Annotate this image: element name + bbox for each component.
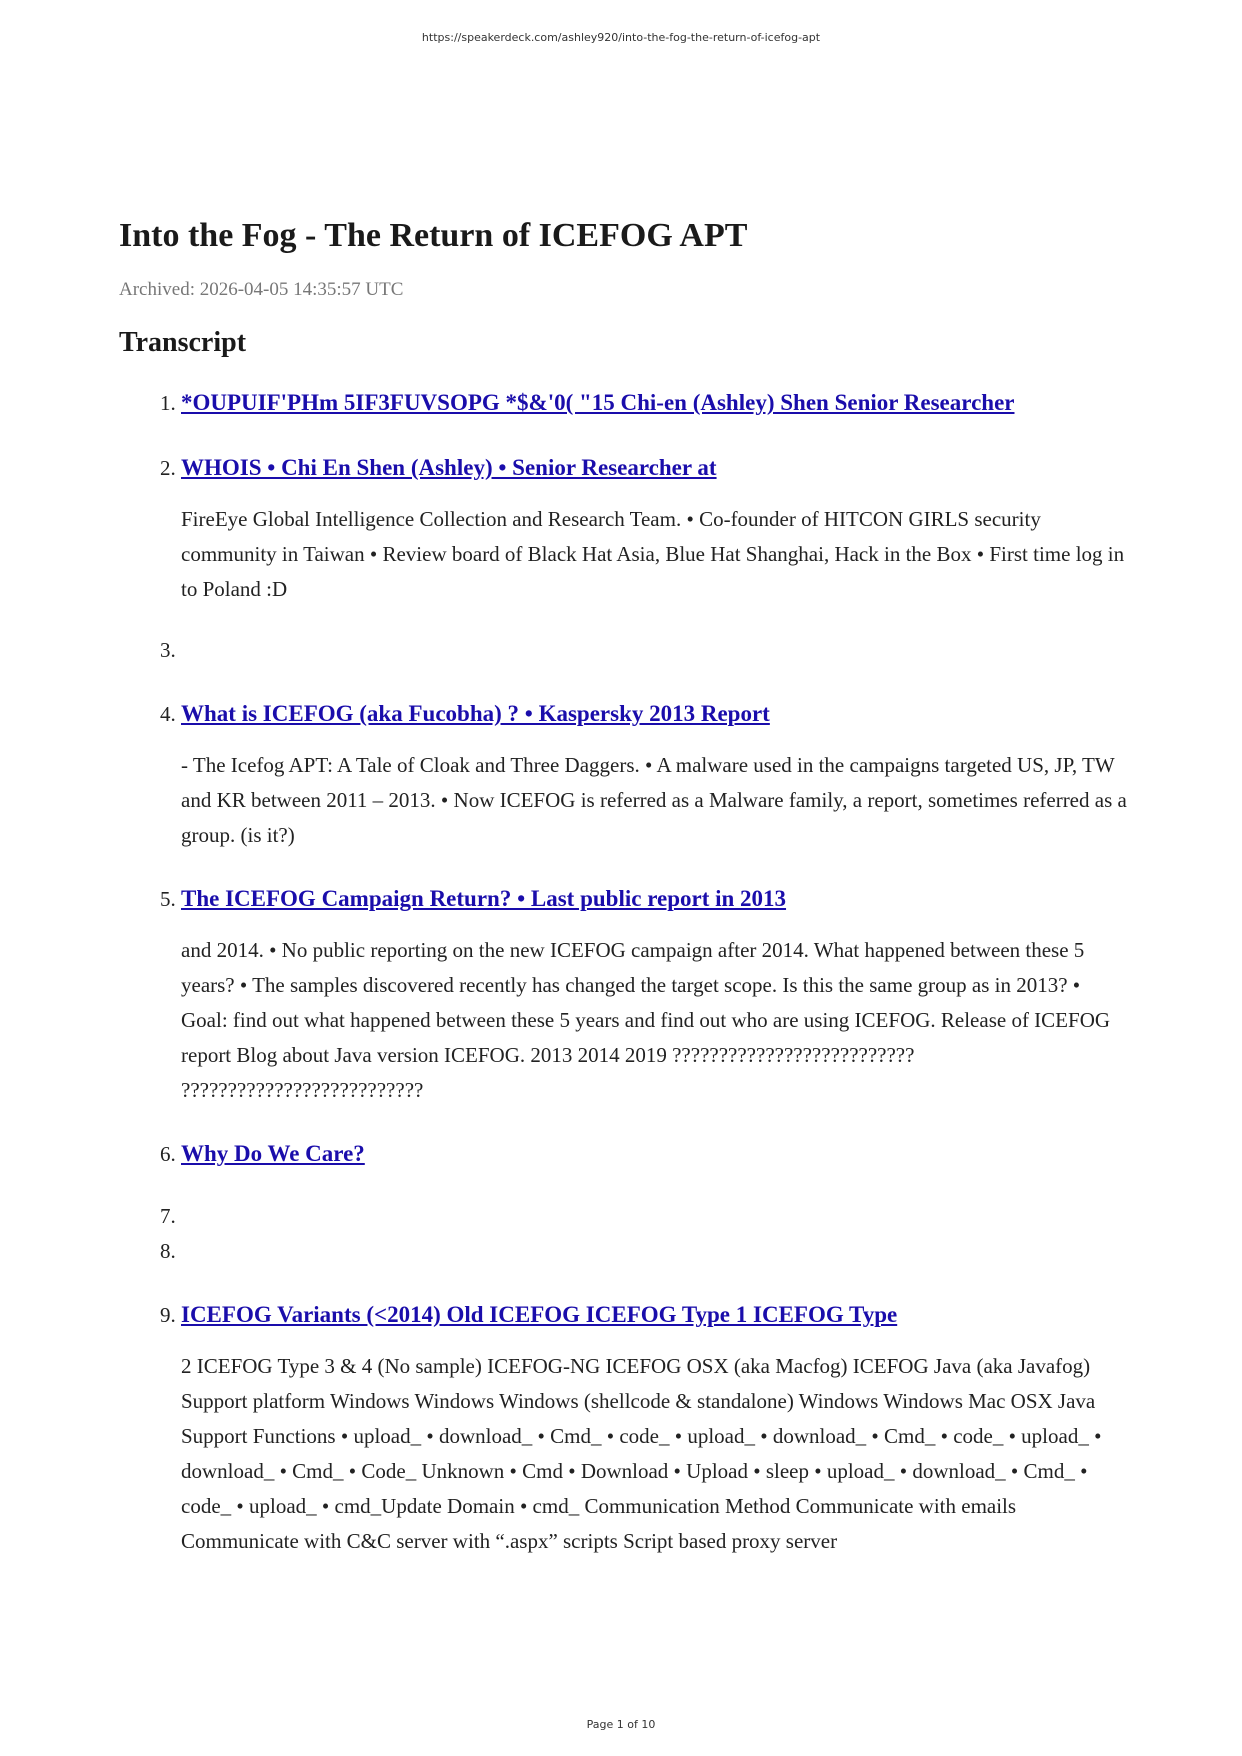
- slide-link-5[interactable]: The ICEFOG Campaign Return? • Last public report in 2013: [181, 886, 787, 911]
- list-item: [181, 1134, 1129, 1173]
- list-item: [181, 1234, 1129, 1269]
- list-item: [181, 448, 1129, 607]
- slide-text-4: - The Icefog APT: A Tale of Cloak and Three Daggers. • A malware used in the campaigns targeted US, JP, TW and KR between 2011 – 2013. • Now ICEFOG is referred as a Malware family, a report, sometimes referred as a group. (is it?): [181, 753, 1127, 847]
- list-item: [181, 1199, 1129, 1234]
- page-title: Into the Fog - The Return of ICEFOG APT: [119, 217, 748, 254]
- document-content: [119, 212, 1129, 1559]
- slide-text-5: and 2014. • No public reporting on the new ICEFOG campaign after 2014. What happened between these 5 years? • The samples discovered recently has changed the target scope. Is this the same group as in 2013? • Goal: find out what happened between these 5 years and find out who are using ICEFOG. Release of ICEFOG report Blog about Java version ICEFOG. 2013 2014 2019 ?????????????????????????? ??????????????????????????: [181, 938, 1111, 1102]
- slide-link-9[interactable]: ICEFOG Variants (<2014) Old ICEFOG ICEFOG Type 1 ICEFOG Type: [181, 1302, 898, 1327]
- list-item: [181, 879, 1129, 1108]
- list-item: [181, 633, 1129, 668]
- transcript-heading: Transcript: [119, 327, 247, 358]
- page-url-header: https://speakerdeck.com/ashley920/into-the-fog-the-return-of-icefog-apt: [421, 31, 821, 44]
- list-item: [181, 1295, 1129, 1559]
- archived-timestamp: Archived: 2026-04-05 14:35:57 UTC: [119, 279, 404, 300]
- slide-text-2: FireEye Global Intelligence Collection and Research Team. • Co-founder of HITCON GIRLS security community in Taiwan • Review board of Black Hat Asia, Blue Hat Shanghai, Hack in the Box • First time log in to Poland :D: [181, 507, 1125, 601]
- slide-text-9: 2 ICEFOG Type 3 & 4 (No sample) ICEFOG-NG ICEFOG OSX (aka Macfog) ICEFOG Java (aka Javafog) Support platform Windows Windows Windows (shellcode & standalone) Windows Windows Mac OSX Java Support Functions • upload_ • download_ • Cmd_ • code_ • upload_ • download_ • Cmd_ • code_ • upload_ • download_ • Cmd_ • Code_ Unknown • Cmd • Download • Upload • sleep • upload_ • download_ • Cmd_ • code_ • upload_ • cmd_Update Domain • cmd_ Communication Method Communicate with emails Communicate with C&C server with “.aspx” scripts Script based proxy server: [181, 1354, 1102, 1553]
- list-item: [181, 383, 1129, 422]
- slide-link-2[interactable]: WHOIS • Chi En Shen (Ashley) • Senior Researcher at: [181, 455, 717, 480]
- list-item: [181, 694, 1129, 853]
- page-number-footer: Page 1 of 10: [586, 1718, 656, 1731]
- slide-link-6[interactable]: Why Do We Care?: [181, 1141, 365, 1166]
- transcript-list: [119, 383, 1129, 1559]
- slide-link-1[interactable]: *OUPUIF'PHm 5IF3FUVSOPG *$&'0( "15 Chi-en (Ashley) Shen Senior Researcher: [181, 390, 1015, 415]
- slide-link-4[interactable]: What is ICEFOG (aka Fucobha) ? • Kaspersky 2013 Report: [181, 701, 770, 726]
